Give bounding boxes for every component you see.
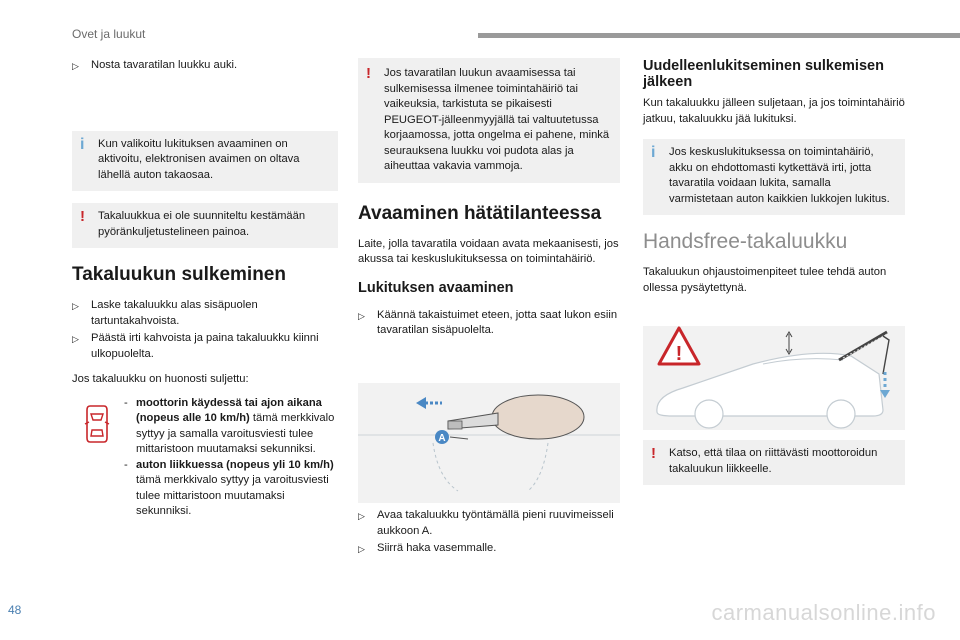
bullet-item: ▷ Käännä takaistuimet eteen, jotta saat lukon esiin tavaratilan sisäpuolelta. (358, 308, 620, 339)
svg-text:!: ! (675, 343, 683, 365)
bullet-item: ▷ Laske takaluukku alas sisäpuolen tartuntakahvoista. (72, 298, 338, 329)
page-header-title: Ovet ja luukut (72, 27, 146, 41)
warning-icon: ! (651, 445, 656, 462)
paragraph: Takaluukun ohjaustoimenpiteet tulee tehdä auton ollessa pysäytettynä. (643, 266, 887, 294)
warning-icon: ! (366, 65, 371, 82)
column-2-lower (358, 508, 620, 560)
condition-item: - moottorin käydessä tai ajon aikana (nopeus alle 10 km/h) tämä merkkivalo syttyy ja samalla varoitusviesti tulee mittaristoon muutamaksi sekunniksi. (124, 396, 335, 455)
bullet-item: ▷ Nosta tavaratilan luukku auki. (72, 58, 338, 75)
bullet-marker-icon: ▷ (72, 334, 79, 344)
section-heading: Handsfree-takaluukku (643, 230, 848, 253)
subsection-heading: Uudelleenlukitseminen sulkemisen jälkeen (643, 58, 884, 90)
warning-note: ! Katso, että tilaa on riittävästi moottoroidun takaluukun liikkeelle. (643, 440, 905, 485)
warning-note: ! Takaluukkua ei ole suunniteltu kestämään pyöränkuljetustelineen painoa. (72, 203, 338, 248)
info-note: i Kun valikoitu lukituksen avaaminen on aktivoitu, elektronisen avaimen on oltava lähellä auton takaosaa. (72, 131, 338, 192)
condition-item: - auton liikkuessa (nopeus yli 10 km/h) tämä merkkivalo syttyy ja varoitusviesti tulee mittaristoon muutamaksi sekunniksi. (124, 458, 334, 517)
door-open-warning-icon (72, 396, 124, 520)
info-icon: i (80, 135, 85, 153)
bullet-marker-icon: ▷ (72, 301, 79, 311)
bullet-marker-icon: ▷ (358, 310, 365, 321)
column-3-lower (643, 440, 905, 485)
section-heading: Takaluukun sulkeminen (72, 264, 286, 285)
page-number: 48 (8, 603, 22, 617)
warning-icon: ! (80, 208, 85, 225)
handsfree-tailgate-figure (643, 326, 905, 430)
bullet-marker-icon: ▷ (358, 544, 365, 554)
column-2 (358, 58, 620, 341)
column-3 (643, 58, 905, 296)
paragraph: Laite, jolla tavaratila voidaan avata mekaanisesti, jos akussa tai keskuslukituksessa on toimintahäiriö. (358, 237, 619, 265)
subsection-heading: Lukituksen avaaminen (358, 279, 514, 296)
bullet-item: ▷ Siirrä haka vasemmalle. (358, 541, 620, 558)
bullet-item: ▷ Päästä irti kahvoista ja paina takaluukku kiinni ulkopuolelta. (72, 331, 338, 362)
bullet-marker-icon: ▷ (72, 61, 79, 71)
section-heading: Avaaminen hätätilanteessa (358, 202, 602, 224)
paragraph: Kun takaluukku jälleen suljetaan, ja jos toimintahäiriö jatkuu, takaluukku jää lukituksi. (643, 97, 905, 125)
column-1 (72, 58, 338, 520)
figure-callout-label: A (438, 433, 446, 444)
warning-note: ! Jos tavaratilan luukun avaamisessa tai sulkemisessa ilmenee toimintahäiriö tai vaikeuksia, tarkistuta se pikaisesti PEUGEOT-jälleenmyyjällä tai valtuutetussa korjaamossa, jotta ongelma ei pahene, minkä seurauksena luukku voi pudota alas ja aiheuttaa vakavia vammoja. (358, 58, 620, 183)
lock-mechanism-figure (358, 383, 620, 503)
info-note: i Jos keskuslukituksessa on toimintahäiriö, akku on ehdottomasti kytkettävä irti, jotta tavaratila voidaan lukita, samalla varmistetaan auton kaikkien lukkojen lukitus. (643, 139, 905, 215)
bullet-marker-icon: ▷ (358, 511, 365, 521)
info-icon: i (651, 144, 656, 161)
bullet-item: ▷ Avaa takaluukku työntämällä pieni ruuvimeisseli aukkoon A. (358, 508, 620, 539)
watermark: carmanualsonline.info (711, 600, 936, 625)
header-divider (478, 33, 960, 38)
paragraph: Jos takaluukku on huonosti suljettu: (72, 373, 249, 385)
